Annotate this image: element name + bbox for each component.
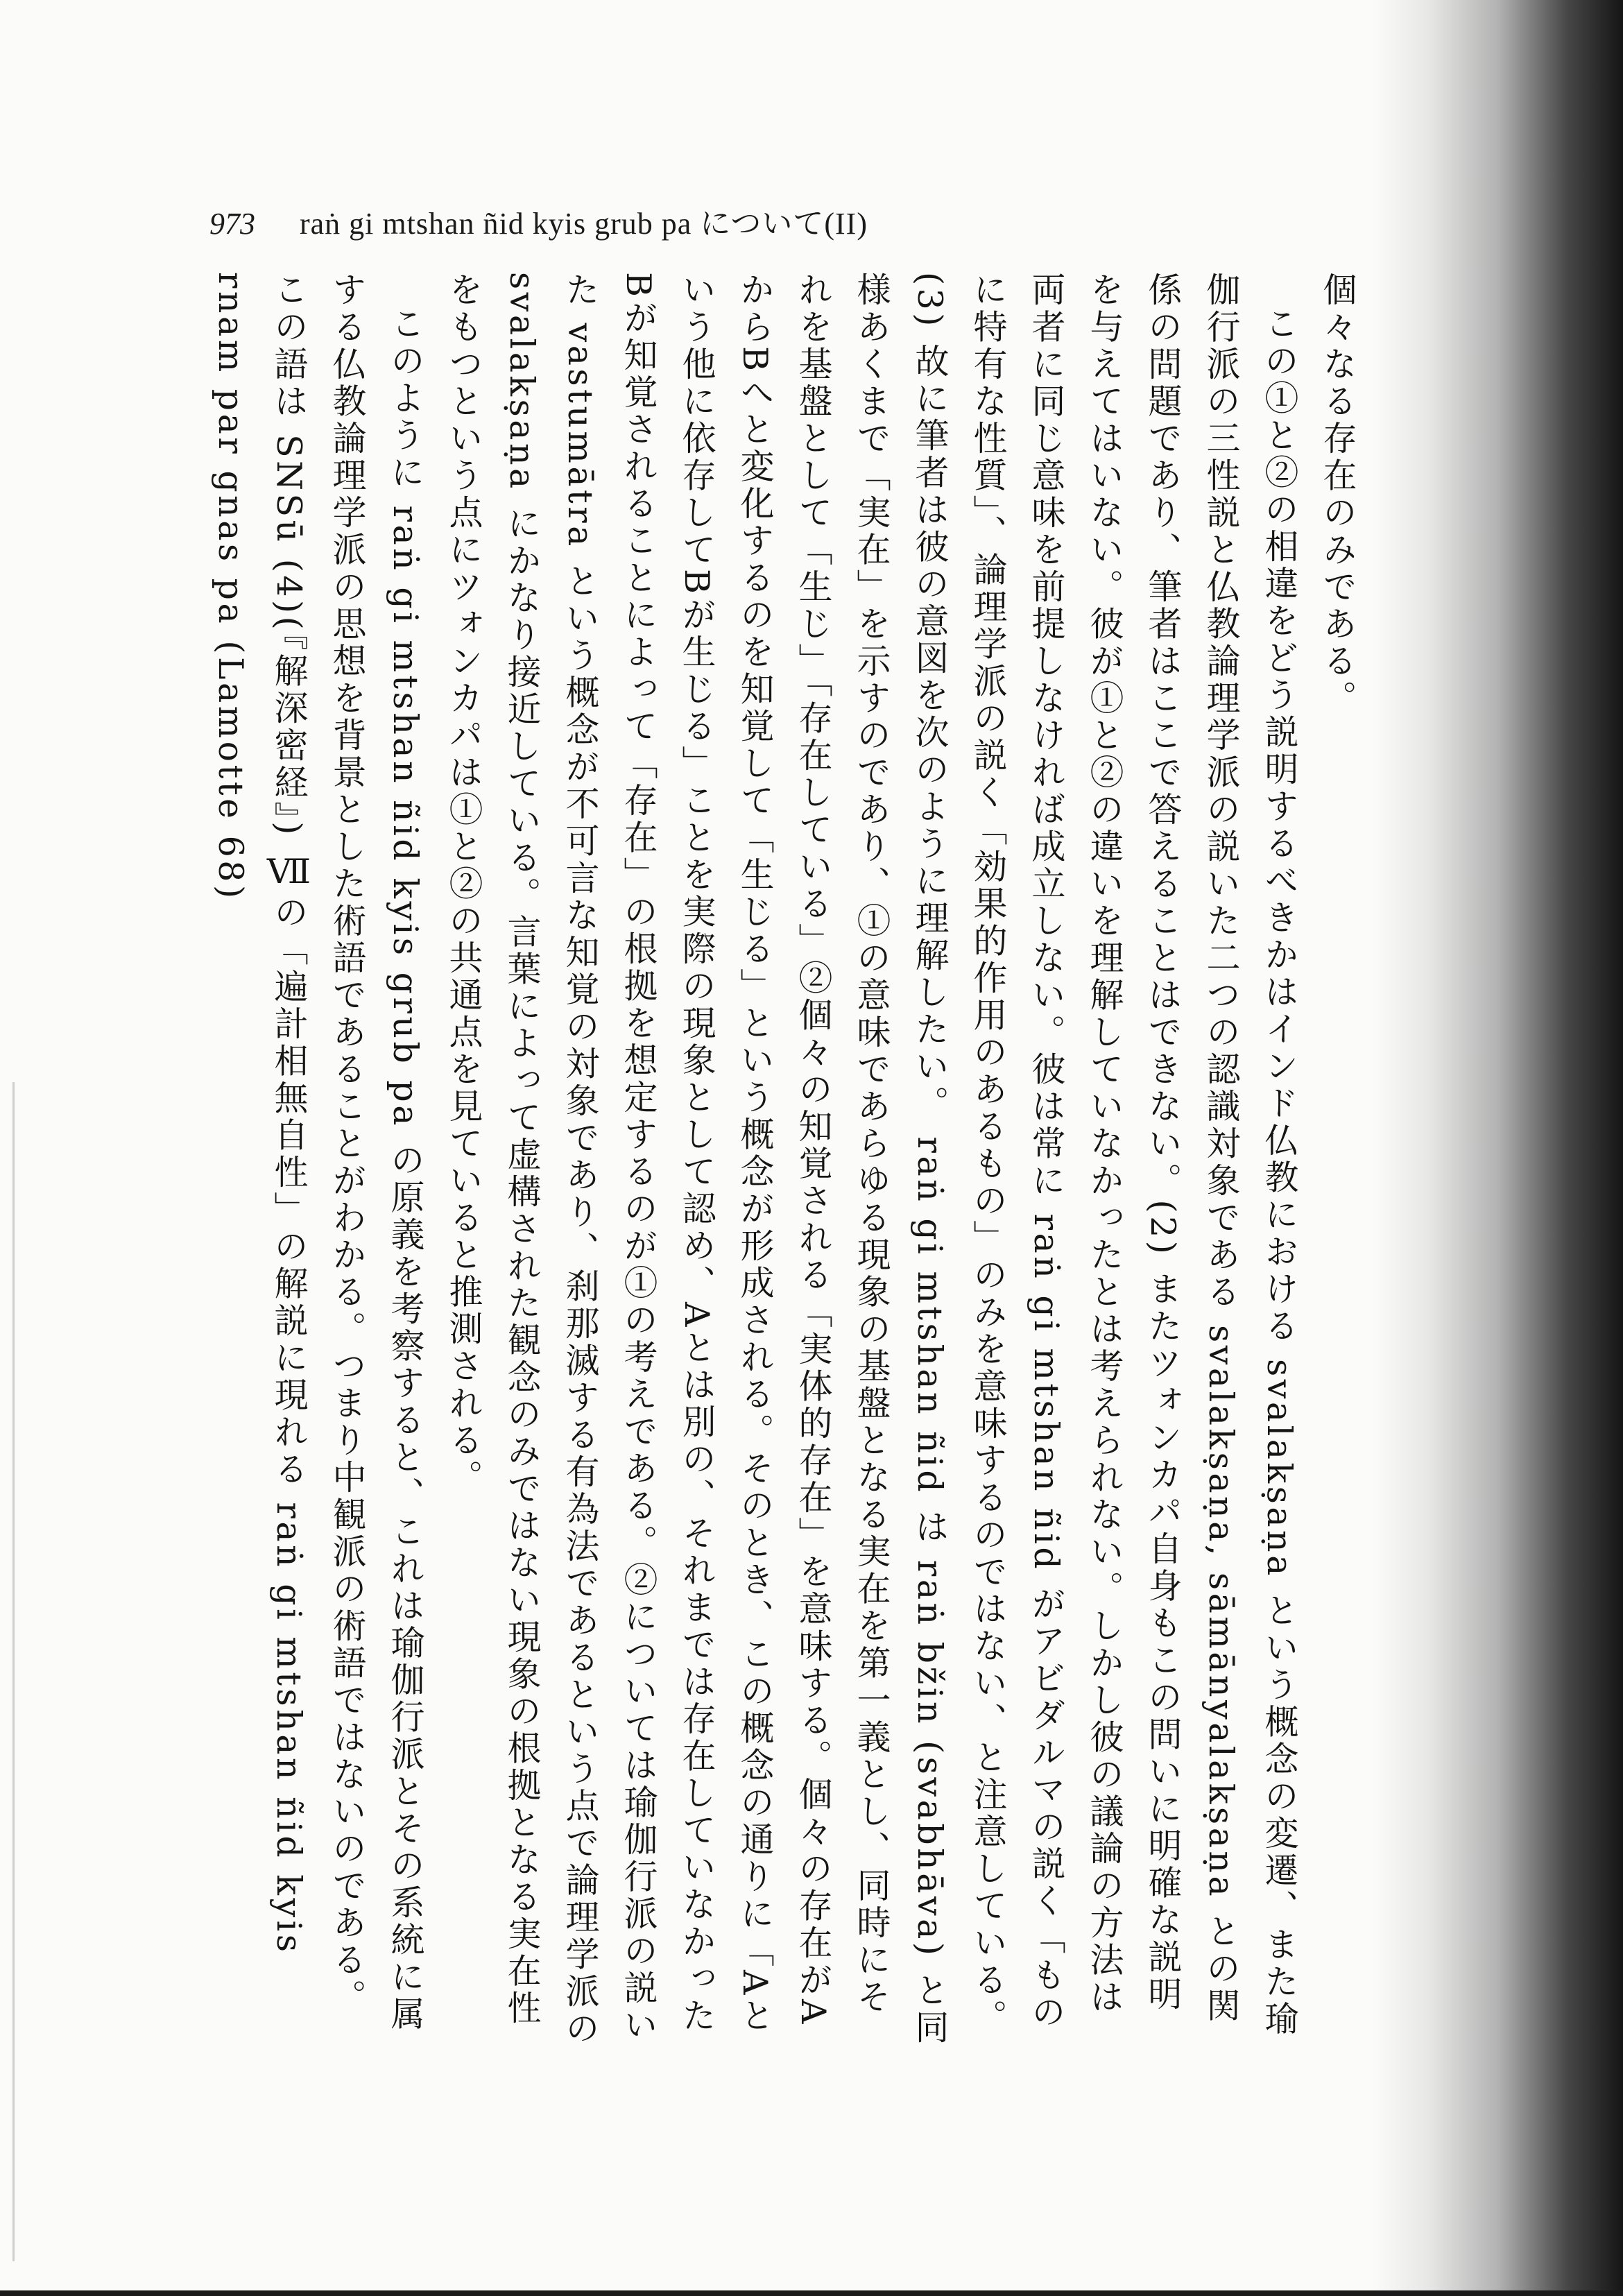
left-margin-mark (12, 1082, 15, 2261)
body-text (208, 272, 1366, 2048)
page-number: 973 (209, 207, 255, 241)
paragraph-2: この①と②の相違をどう説明するべきかはインド仏教における svalakṣaṇa という概念の変遷、また瑜伽行派の三性説と仏教論理学派の説いた二つの認識対象である svalakṣaṇa, sāmānyalakṣaṇa との関係の問題であり、筆者はここで答えることはできない。(2) またツォンカパ自身もこの問いに明確な説明を与えてはいない。彼が①と②の違いを理解していなかったとは考えられない。しかし彼の議論の方法は両者に同じ意味を前提しなければ成立しない。彼は常に raṅ gi mtshan ñid がアビダルマの説く「ものに特有な性質」、論理学派の説く「効果的作用のあるもの」のみを意味するのではない、と注意している。(3) 故に筆者は彼の意図を次のように理解したい。 raṅ gi mtshan ñid は raṅ bžin (svabhāva) と同様あくまで「実在」を示すのであり、①の意味であらゆる現象の基盤となる実在を第一義とし、同時にそれを基盤として「生じ」「存在している」②個々の知覚される「実体的存在」を意味する。個々の存在がAからBへと変化するのを知覚して「生じる」という概念が形成される。そのとき、この概念の通りに「Aという他に依存してBが生じる」ことを実際の現象として認め、Aとは別の、それまでは存在していなかったBが知覚されることによって「存在」の根拠を想定するのが①の考えである。②については瑜伽行派の説いた vastumātra という概念が不可言な知覚の対象であり、刹那滅する有為法であるという点で論理学派の svalakṣaṇa にかなり接近している。言葉によって虚構された観念のみではない現象の根拠となる実在性をもつという点にツォンカパは①と②の共通点を見ていると推測される。 (444, 272, 1299, 2048)
scanner-edge-shadow (1373, 0, 1623, 2296)
bottom-edge-rule (0, 2290, 1623, 2296)
paragraph-3: このように raṅ gi mtshan ñid kyis grub pa の原義を考察すると、これは瑜伽行派とその系統に属する仏教論理学派の思想を背景とした術語であることがわかる。つまり中観派の術語ではないのである。この語は SNSū (4)(『解深密経』) Ⅶの「遍計相無自性」の解説に現れる raṅ gi mtshan ñid kyis rnam par gnas pa (Lamotte 68) (211, 272, 425, 2034)
running-head-title: raṅ gi mtshan ñid kyis grub pa について(II) (300, 207, 868, 241)
running-head (209, 198, 868, 254)
paragraph-1: 個々なる存在のみである。 (1318, 272, 1357, 717)
